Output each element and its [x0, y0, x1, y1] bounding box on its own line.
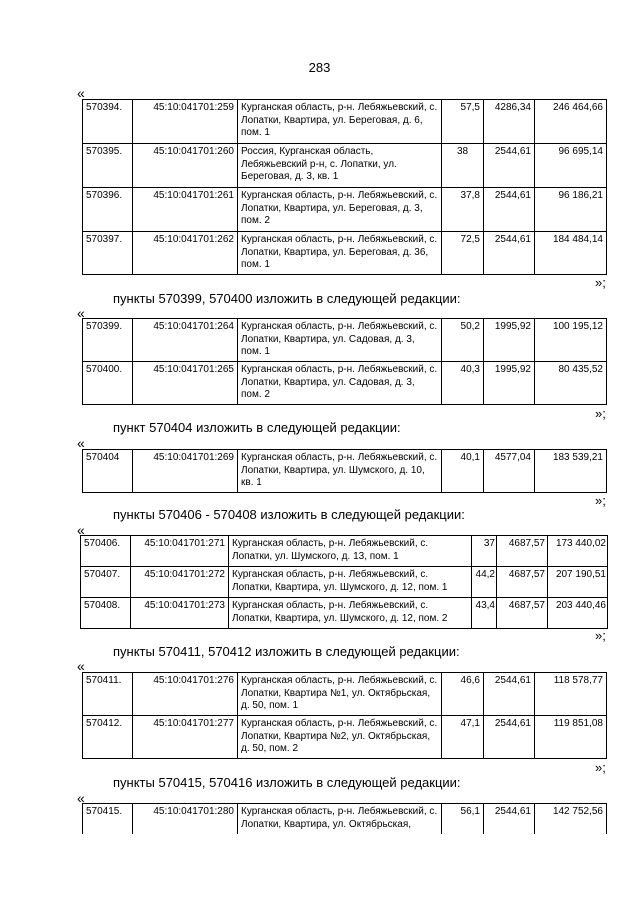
table-row	[83, 188, 607, 232]
rate: 4577,04	[484, 450, 535, 493]
open-quote: «	[77, 658, 85, 674]
rate: 2544,61	[484, 144, 535, 188]
area: 46,6	[442, 673, 484, 716]
cadastral-value: 183 539,21	[535, 450, 607, 493]
cadastral-number: 45:10:041701:261	[133, 188, 238, 232]
table-5	[82, 672, 607, 759]
rate: 1995,92	[484, 362, 535, 405]
rate: 4687,57	[497, 567, 548, 598]
area: 37	[472, 536, 497, 567]
address: Курганская область, р-н. Лебяжьевский, с. Лопатки, Квартира, ул. Садовая, д. 3, пом. 2	[238, 362, 442, 405]
address: Курганская область, р-н. Лебяжьевский, с. Лопатки, Квартира, ул. Береговая, д. 6, пом. 1	[238, 100, 442, 144]
row-number: 570407.	[81, 567, 131, 598]
area: 43,4	[472, 598, 497, 629]
table-row	[83, 100, 607, 144]
close-marker: »;	[595, 628, 606, 643]
address: Курганская область, р-н. Лебяжьевский, с. Лопатки, Квартира, ул. Береговая, д. 36, пом. 1	[238, 232, 442, 275]
table-6	[82, 803, 607, 834]
area: 56,1	[442, 804, 484, 834]
section-heading: пункты 570406 - 570408 изложить в следующей редакции:	[113, 507, 465, 522]
table-1	[82, 99, 607, 275]
cadastral-number: 45:10:041701:272	[131, 567, 229, 598]
row-number: 570399.	[83, 319, 133, 362]
cadastral-value: 118 578,77	[535, 673, 607, 716]
page-number: 283	[308, 60, 331, 75]
cadastral-number: 45:10:041701:265	[133, 362, 238, 405]
cadastral-number: 45:10:041701:262	[133, 232, 238, 275]
row-number: 570394.	[83, 100, 133, 144]
open-quote: «	[77, 305, 85, 321]
section-heading: пункты 570415, 570416 изложить в следующей редакции:	[113, 775, 461, 790]
rate: 1995,92	[484, 319, 535, 362]
rate: 2544,61	[484, 673, 535, 716]
area: 72,5	[442, 232, 484, 275]
table-row	[83, 362, 607, 405]
table-row	[83, 144, 607, 188]
rate: 4687,57	[497, 536, 548, 567]
area: 47,1	[442, 716, 484, 759]
row-number: 570397.	[83, 232, 133, 275]
address: Курганская область, р-н. Лебяжьевский, с. Лопатки, ул. Шумского, д. 13, пом. 1	[229, 536, 472, 567]
cadastral-number: 45:10:041701:269	[133, 450, 238, 493]
row-number: 570406.	[81, 536, 131, 567]
rate: 2544,61	[484, 188, 535, 232]
table-row	[83, 232, 607, 275]
close-marker: »;	[595, 275, 606, 290]
cadastral-number: 45:10:041701:276	[133, 673, 238, 716]
cadastral-number: 45:10:041701:280	[133, 804, 238, 834]
cadastral-value: 80 435,52	[535, 362, 607, 405]
address: Курганская область, р-н. Лебяжьевский, с. Лопатки, Квартира, ул. Береговая, д. 3, пом. 2	[238, 188, 442, 232]
table-row	[81, 536, 608, 567]
table-row	[81, 598, 608, 629]
rate: 4687,57	[497, 598, 548, 629]
area: 40,3	[442, 362, 484, 405]
cadastral-number: 45:10:041701:264	[133, 319, 238, 362]
address: Курганская область, р-н. Лебяжьевский, с. Лопатки, Квартира, ул. Шумского, д. 12, пом. 2	[229, 598, 472, 629]
table-row	[81, 567, 608, 598]
rate: 2544,61	[484, 804, 535, 834]
address: Курганская область, р-н. Лебяжьевский, с. Лопатки, Квартира, ул. Октябрьская,	[238, 804, 442, 834]
open-quote: «	[77, 522, 85, 538]
cadastral-number: 45:10:041701:273	[131, 598, 229, 629]
open-quote: «	[77, 85, 85, 101]
area: 50,2	[442, 319, 484, 362]
address: Курганская область, р-н. Лебяжьевский, с. Лопатки, Квартира №2, ул. Октябрьская, д. 50, пом. 2	[238, 716, 442, 759]
row-number: 570400.	[83, 362, 133, 405]
cadastral-value: 96 695,14	[535, 144, 607, 188]
cadastral-value: 119 851,08	[535, 716, 607, 759]
area: 40,1	[442, 450, 484, 493]
cadastral-value: 203 440,46	[548, 598, 608, 629]
table-row	[83, 319, 607, 362]
cadastral-number: 45:10:041701:271	[131, 536, 229, 567]
rate: 2544,61	[484, 232, 535, 275]
row-number: 570408.	[81, 598, 131, 629]
table-row	[83, 450, 607, 493]
area: 44,2	[472, 567, 497, 598]
row-number: 570411.	[83, 673, 133, 716]
area: 38	[442, 144, 484, 188]
table-4	[80, 535, 608, 629]
address: Курганская область, р-н. Лебяжьевский, с. Лопатки, Квартира, ул. Садовая, д. 3, пом. 1	[238, 319, 442, 362]
area: 57,5	[442, 100, 484, 144]
cadastral-number: 45:10:041701:259	[133, 100, 238, 144]
cadastral-value: 100 195,12	[535, 319, 607, 362]
table-row	[83, 673, 607, 716]
cadastral-value: 246 464,66	[535, 100, 607, 144]
close-marker: »;	[595, 493, 606, 508]
row-number: 570415.	[83, 804, 133, 834]
address: Курганская область, р-н. Лебяжьевский, с. Лопатки, Квартира, ул. Шумского, д. 12, пом. 1	[229, 567, 472, 598]
cadastral-value: 173 440,02	[548, 536, 608, 567]
cadastral-number: 45:10:041701:260	[133, 144, 238, 188]
cadastral-number: 45:10:041701:277	[133, 716, 238, 759]
area: 37,8	[442, 188, 484, 232]
address: Курганская область, р-н. Лебяжьевский, с. Лопатки, Квартира, ул. Шумского, д. 10, кв. 1	[238, 450, 442, 493]
address: Курганская область, р-н. Лебяжьевский, с. Лопатки, Квартира №1, ул. Октябрьская, д. 50, пом. 1	[238, 673, 442, 716]
rate: 2544,61	[484, 716, 535, 759]
section-heading: пункт 570404 изложить в следующей редакции:	[113, 420, 401, 435]
row-number: 570404	[83, 450, 133, 493]
cadastral-value: 207 190,51	[548, 567, 608, 598]
cadastral-value: 184 484,14	[535, 232, 607, 275]
section-heading: пункты 570411, 570412 изложить в следующей редакции:	[113, 644, 460, 659]
address: Россия, Курганская область, Лебяжьевский р-н, с. Лопатки, ул. Береговая, д. 3, кв. 1	[238, 144, 442, 188]
row-number: 570395.	[83, 144, 133, 188]
open-quote: «	[77, 435, 85, 451]
section-heading: пункты 570399, 570400 изложить в следующей редакции:	[113, 291, 461, 306]
cadastral-value: 142 752,56	[535, 804, 607, 834]
row-number: 570412.	[83, 716, 133, 759]
cadastral-value: 96 186,21	[535, 188, 607, 232]
open-quote: «	[77, 790, 85, 806]
table-row	[83, 804, 607, 834]
table-3	[82, 449, 607, 493]
rate: 4286,34	[484, 100, 535, 144]
row-number: 570396.	[83, 188, 133, 232]
close-marker: »;	[595, 760, 606, 775]
close-marker: »;	[595, 406, 606, 421]
table-2	[82, 318, 607, 405]
table-row	[83, 716, 607, 759]
